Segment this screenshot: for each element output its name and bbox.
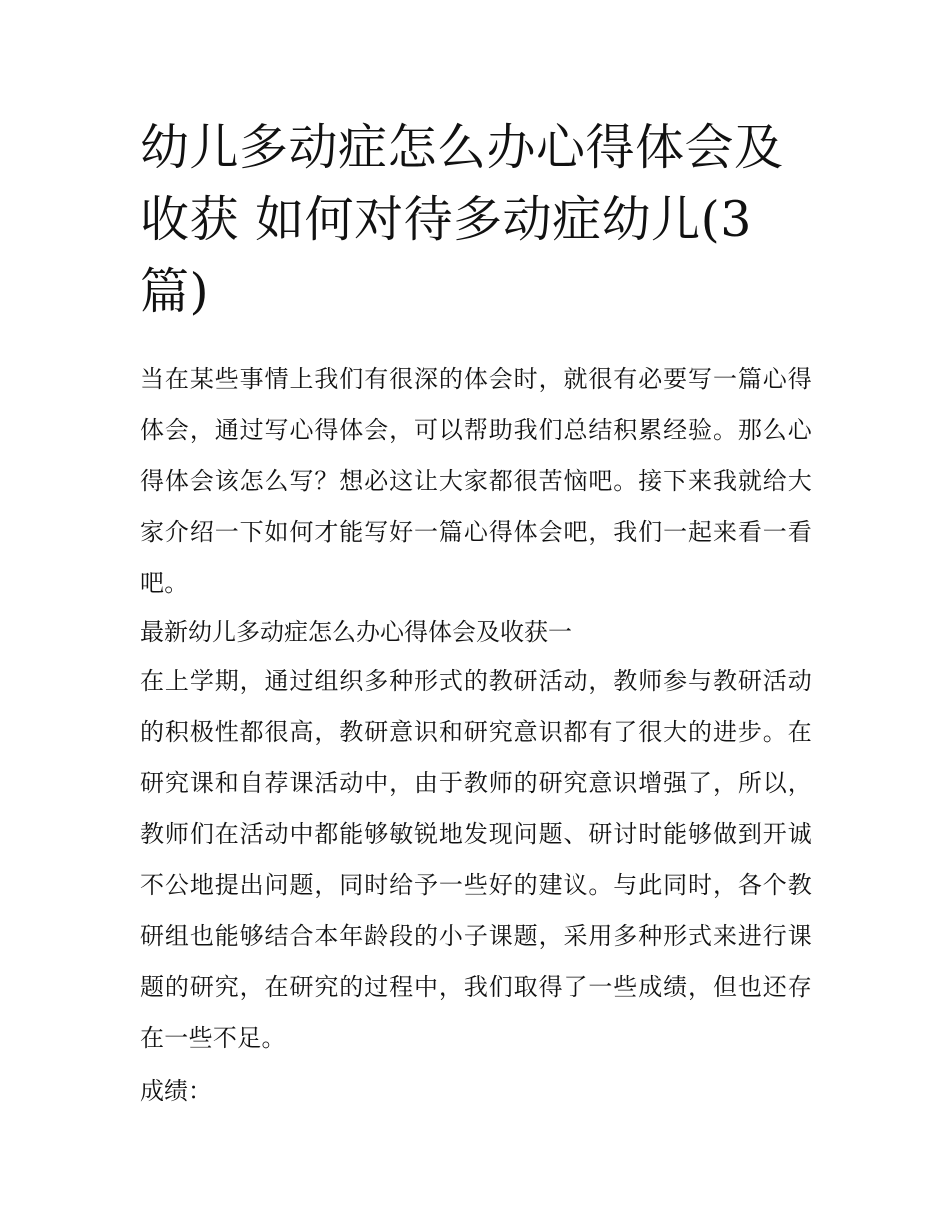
section-heading: 最新幼儿多动症怎么办心得体会及收获一 [140, 618, 572, 646]
document-page [140, 112, 812, 1115]
document-title: 幼儿多动症怎么办心得体会及收获 如何对待多动症幼儿(3篇) [140, 119, 784, 320]
intro-paragraph: 当在某些事情上我们有很深的体会时，就很有必要写一篇心得体会，通过写心得体会，可以帮助我们总结积累经验。那么心得体会该怎么写？想必这让大家都很苦恼吧。接下来我就给大家介绍一下如何才能写好一篇心得体会吧，我们一起来看一看吧。 [140, 365, 812, 597]
subheading-achievements: 成绩： [140, 1077, 212, 1105]
body-paragraph: 在上学期，通过组织多种形式的教研活动，教师参与教研活动的积极性都很高，教研意识和研究意识都有了很大的进步。在研究课和自荐课活动中，由于教师的研究意识增强了，所以，教师们在活动中都能够敏锐地发现问题、研讨时能够做到开诚不公地提出问题，同时给予一些好的建议。与此同时，各个教研组也能够结合本年龄段的小子课题，采用多种形式来进行课题的研究，在研究的过程中，我们取得了一些成绩，但也还存在一些不足。 [140, 667, 812, 1052]
